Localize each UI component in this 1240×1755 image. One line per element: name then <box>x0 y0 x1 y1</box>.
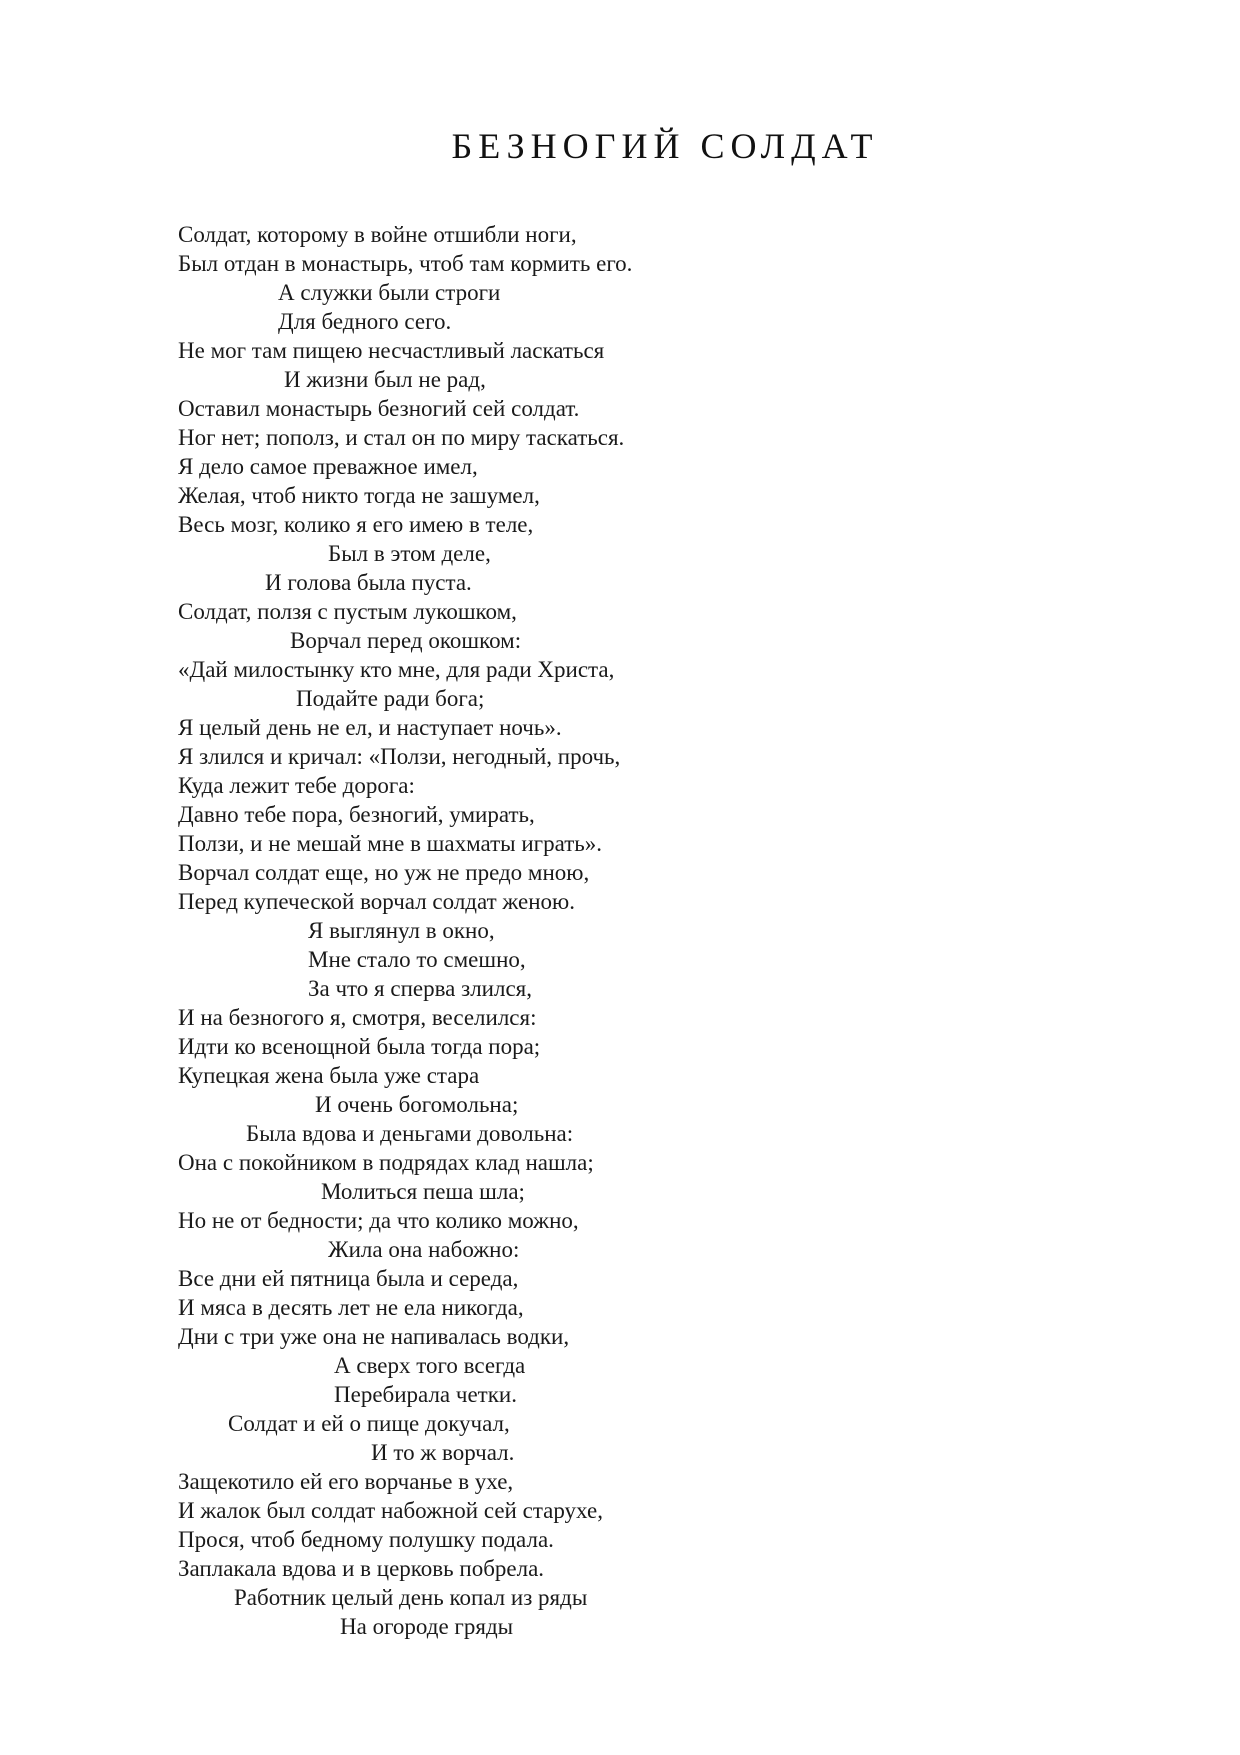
poem-line: Перед купеческой ворчал солдат женою. <box>178 889 575 914</box>
poem-line: Была вдова и деньгами довольна: <box>246 1121 574 1146</box>
poem-title: БЕЗНОГИЙ СОЛДАТ <box>451 126 879 166</box>
poem-line: А служки были строги <box>278 280 501 305</box>
poem-line: Работник целый день копал из ряды <box>234 1585 588 1610</box>
poem-line: Дни с три уже она не напивалась водки, <box>178 1324 570 1349</box>
poem-line: Ворчал перед окошком: <box>290 628 522 653</box>
poem-line: Ног нет; пополз, и стал он по миру таскаться. <box>178 425 625 450</box>
poem-line: «Дай милостынку кто мне, для ради Христа, <box>178 657 615 682</box>
poem-line: Мне стало то смешно, <box>308 947 526 972</box>
poem-line: И жалок был солдат набожной сей старухе, <box>178 1498 603 1523</box>
poem-line: Я дело самое преважное имел, <box>178 454 478 479</box>
poem-line: Все дни ей пятница была и середа, <box>178 1266 519 1291</box>
poem-line: За что я сперва злился, <box>308 976 533 1001</box>
poem-line: Я целый день не ел, и наступает ночь». <box>178 715 562 740</box>
poem-line: Был отдан в монастырь, чтоб там кормить его. <box>178 251 633 276</box>
poem-line: Перебирала четки. <box>334 1382 517 1407</box>
poem-line: Купецкая жена была уже стара <box>178 1063 480 1088</box>
poem-line: Для бедного сего. <box>278 309 452 334</box>
poem-line: Защекотило ей его ворчанье в ухе, <box>178 1469 514 1494</box>
poem-line: Я выглянул в окно, <box>308 918 495 943</box>
poem-line: И то ж ворчал. <box>371 1440 515 1465</box>
poem-line: На огороде гряды <box>340 1614 514 1639</box>
poem-line: Куда лежит тебе дорога: <box>178 773 415 798</box>
poem-line: Заплакала вдова и в церковь побрела. <box>178 1556 545 1581</box>
poem-line: Ползи, и не мешай мне в шахматы играть». <box>178 831 603 856</box>
poem-line: Был в этом деле, <box>328 541 491 566</box>
poem-line: Молиться пеша шла; <box>321 1179 525 1204</box>
poem-line: Не мог там пищею несчастливый ласкаться <box>178 338 605 363</box>
poem-line: И голова была пуста. <box>265 570 472 595</box>
poem-line: И мяса в десять лет не ела никогда, <box>178 1295 524 1320</box>
poem-line: Весь мозг, колико я его имею в теле, <box>178 512 534 537</box>
poem-line: Идти ко всенощной была тогда пора; <box>178 1034 541 1059</box>
poem-line: Солдат, которому в войне отшибли ноги, <box>178 222 577 247</box>
poem-line: Прося, чтоб бедному полушку подала. <box>178 1527 554 1552</box>
poem-line: Желая, чтоб никто тогда не зашумел, <box>178 483 540 508</box>
poem-line: Ворчал солдат еще, но уж не предо мною, <box>178 860 590 885</box>
poem-line: Я злился и кричал: «Ползи, негодный, прочь, <box>178 744 621 769</box>
poem-line: И на безногого я, смотря, веселился: <box>178 1005 537 1030</box>
poem-line: Жила она набожно: <box>328 1237 520 1262</box>
poem-line: А сверх того всегда <box>334 1353 526 1378</box>
poem-line: Солдат и ей о пище докучал, <box>228 1411 510 1436</box>
poem-line: Солдат, ползя с пустым лукошком, <box>178 599 517 624</box>
poem-line: Но не от бедности; да что колико можно, <box>178 1208 579 1233</box>
poem-line: Она с покойником в подрядах клад нашла; <box>178 1150 594 1175</box>
poem-line: И жизни был не рад, <box>284 367 486 392</box>
poem-line: Подайте ради бога; <box>296 686 485 711</box>
poem-line: Оставил монастырь безногий сей солдат. <box>178 396 580 421</box>
poem-body <box>178 220 1178 1641</box>
poem-line: И очень богомольна; <box>315 1092 519 1117</box>
poem-line: Давно тебе пора, безногий, умирать, <box>178 802 535 827</box>
